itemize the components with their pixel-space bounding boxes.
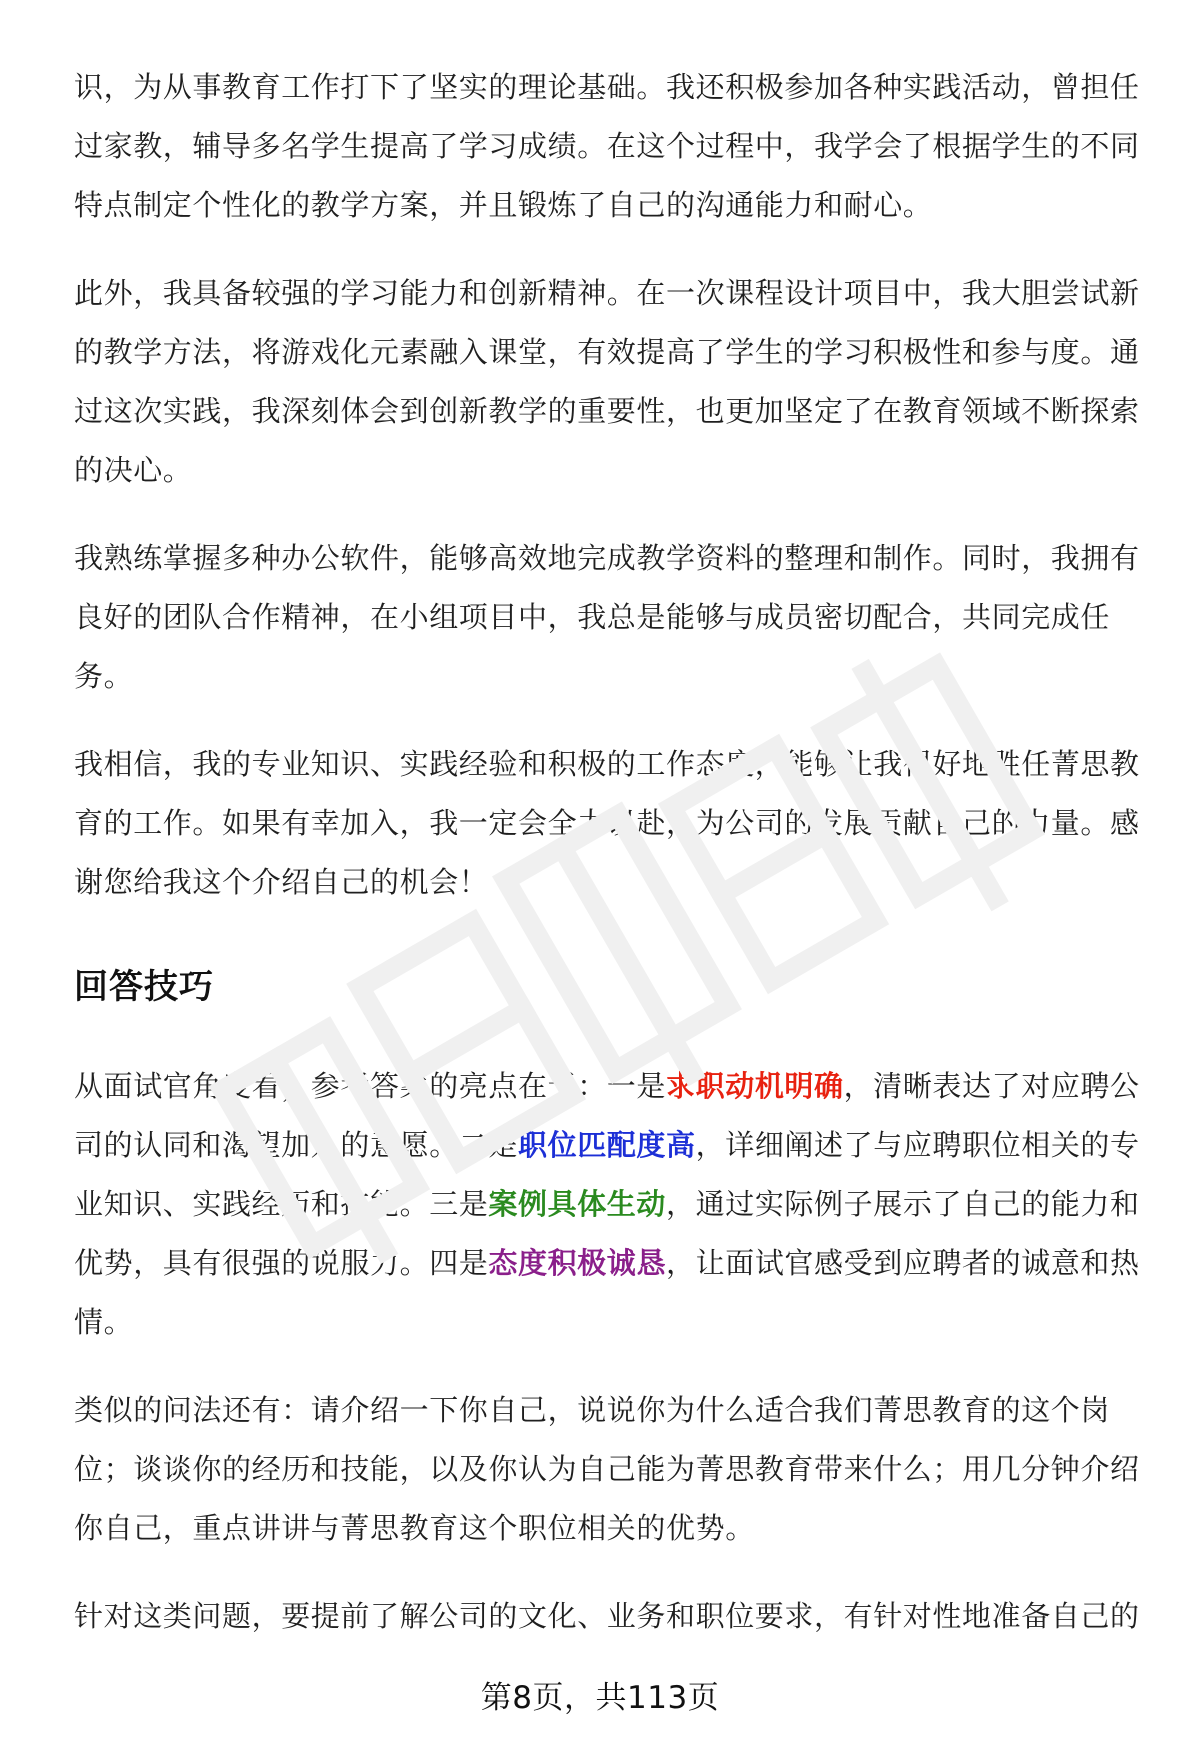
tips-text: ，清晰表达了对应聘公司的认同和渴望加入的意愿。二是 bbox=[74, 1069, 1140, 1162]
tips-text: ，详细阐述了与应聘职位相关的专业知识、实践经历和技能。三是 bbox=[74, 1128, 1140, 1221]
tips-text: 从面试官角度看，参考答案的亮点在于：一是 bbox=[74, 1069, 667, 1103]
advice-paragraph: 针对这类问题，要提前了解公司的文化、业务和职位要求，有针对性地准备自己的 bbox=[74, 1599, 1140, 1633]
tips-text: ，让面试官感受到应聘者的诚意和热情。 bbox=[74, 1246, 1140, 1339]
tips-text: ，通过实际例子展示了自己的能力和优势，具有很强的说服力。四是 bbox=[74, 1187, 1140, 1280]
body-paragraph: 我熟练掌握多种办公软件，能够高效地完成教学资料的整理和制作。同时，我拥有良好的团队合作精神，在小组项目中，我总是能够与成员密切配合，共同完成任务。 bbox=[74, 541, 1140, 693]
section-heading: 回答技巧 bbox=[74, 967, 214, 1007]
document-page bbox=[74, 58, 1146, 1646]
highlight-position-match: 职位匹配度高 bbox=[518, 1128, 696, 1162]
body-paragraph: 我相信，我的专业知识、实践经验和积极的工作态度，能够让我很好地胜任菁思教育的工作。如果有幸加入，我一定会全力以赴，为公司的发展贡献自己的力量。感谢您给我这个介绍自己的机会！ bbox=[74, 747, 1140, 899]
highlight-motivation: 求职动机明确 bbox=[666, 1069, 844, 1103]
body-paragraph: 此外，我具备较强的学习能力和创新精神。在一次课程设计项目中，我大胆尝试新的教学方法，将游戏化元素融入课堂，有效提高了学生的学习积极性和参与度。通过这次实践，我深刻体会到创新教学的重要性，也更加坚定了在教育领域不断探索的决心。 bbox=[74, 276, 1140, 487]
highlight-positive-attitude: 态度积极诚恳 bbox=[488, 1246, 667, 1280]
similar-questions-paragraph: 类似的问法还有：请介绍一下你自己，说说你为什么适合我们菁思教育的这个岗位；谈谈你的经历和技能，以及你认为自己能为菁思教育带来什么；用几分钟介绍你自己，重点讲讲与菁思教育这个职位相关的优势。 bbox=[74, 1393, 1140, 1545]
tips-paragraph bbox=[74, 1057, 1146, 1352]
body-paragraph: 识，为从事教育工作打下了坚实的理论基础。我还积极参加各种实践活动，曾担任过家教，辅导多名学生提高了学习成绩。在这个过程中，我学会了根据学生的不同特点制定个性化的教学方案，并且锻炼了自己的沟通能力和耐心。 bbox=[74, 70, 1140, 222]
page-number-footer: 第8页，共113页 bbox=[480, 1680, 720, 1716]
highlight-concrete-cases: 案例具体生动 bbox=[488, 1187, 667, 1221]
